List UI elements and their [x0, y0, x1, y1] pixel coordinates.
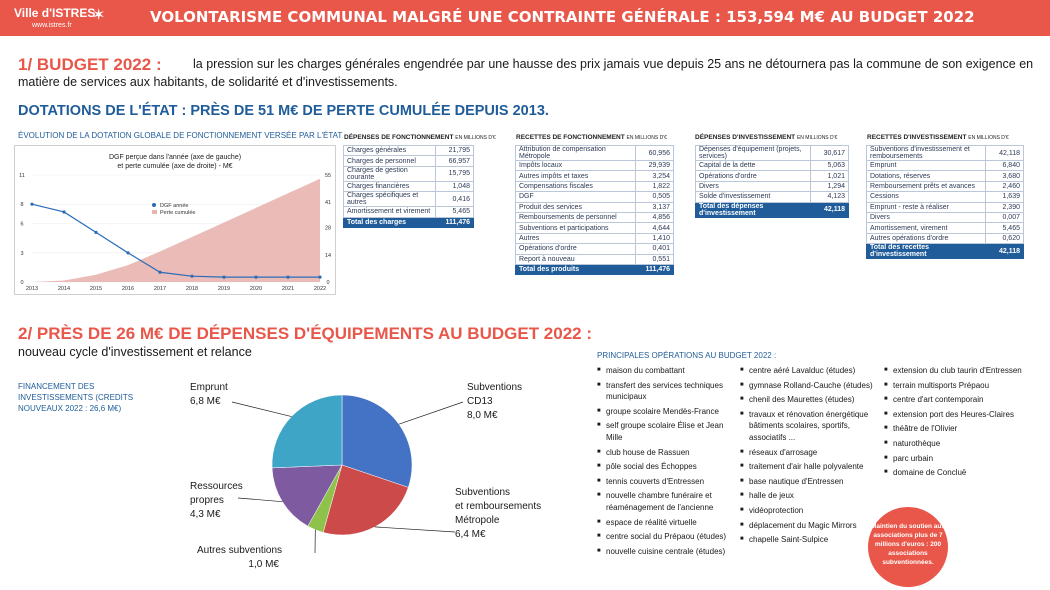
dgf-point	[62, 210, 65, 213]
table-fonct-rec-title: RECETTES DE FONCTIONNEMENT EN MILLIONS D'€	[516, 134, 667, 141]
table-invest-rec-title: RECETTES D'INVESTISSEMENT EN MILLIONS D'€	[867, 134, 1009, 141]
table-row	[344, 156, 474, 166]
dgf-point	[94, 231, 97, 234]
x-tick-label: 2018	[185, 286, 199, 292]
right-tick-label: 14	[324, 252, 332, 259]
row-label: Compensations fiscales	[516, 181, 636, 191]
x-tick-label: 2022	[313, 286, 327, 292]
operation-item: ■ transfert des services techniques municipaux	[597, 380, 732, 403]
row-value: 1,822	[636, 181, 674, 191]
operation-item: ■ centre d'art contemporain	[884, 394, 1034, 406]
row-label: Dépenses d'équipement (projets, services)	[696, 146, 811, 161]
x-tick-label: 2015	[89, 286, 103, 292]
row-label: Report à nouveau	[516, 254, 636, 264]
right-tick-label: 55	[324, 173, 332, 179]
area-perte-cumulee	[32, 179, 320, 282]
row-label: Autres opérations d'ordre	[867, 233, 986, 243]
right-tick-label: 0	[326, 280, 330, 286]
total-value: 111,476	[436, 217, 474, 227]
row-value: 3,137	[636, 202, 674, 212]
operation-item: ■ self groupe scolaire Élise et Jean Mille	[597, 420, 732, 443]
operation-item: ■ halle de jeux	[740, 490, 880, 502]
row-value: 0,416	[436, 192, 474, 207]
pie-leader-line	[232, 402, 291, 417]
table-row	[344, 146, 474, 156]
table-row	[516, 223, 674, 233]
banner-title: VOLONTARISME COMMUNAL MALGRÉ UNE CONTRAINTE GÉNÉRALE : 153,594 M€ AU BUDGET 2022	[150, 8, 975, 26]
table-row	[516, 244, 674, 254]
operation-item: ■ réseaux d'arrosage	[740, 447, 880, 459]
table-fonct-rec	[515, 145, 674, 275]
legend-perte: Perte cumulée	[160, 210, 196, 216]
table-row	[516, 171, 674, 181]
table-row	[867, 212, 1024, 222]
logo-text: Ville d'ISTRES	[14, 6, 96, 20]
table-row	[867, 192, 1024, 202]
dgf-point	[30, 203, 33, 206]
table-fonct-dep	[343, 145, 474, 228]
row-value: 1,048	[436, 181, 474, 191]
table-row	[867, 146, 1024, 161]
row-label: Divers	[696, 181, 811, 191]
total-label: Total des charges	[344, 217, 436, 227]
operation-item: ■ extension du club taurin d'Entressen	[884, 365, 1034, 377]
operation-item: ■ tennis couverts d'Entressen	[597, 476, 732, 488]
operation-item: ■ extension port des Heures-Claires	[884, 409, 1034, 421]
right-tick-label: 28	[324, 225, 332, 232]
pie-label-ressources: Ressources propres 4,3 M€	[190, 481, 243, 520]
operations-list-1	[597, 365, 732, 560]
x-tick-label: 2021	[281, 286, 295, 292]
total-label: Total des recettes d'investissement	[867, 244, 986, 259]
total-label: Total des produits	[516, 264, 636, 274]
star-icon: ✶	[92, 7, 106, 24]
operation-item: ■ espace de réalité virtuelle	[597, 517, 732, 529]
operation-item: ■ gymnase Rolland-Cauche (études)	[740, 380, 880, 392]
row-value: 0,401	[636, 244, 674, 254]
row-label: Opérations d'ordre	[516, 244, 636, 254]
left-tick-label: 3	[20, 250, 24, 257]
row-value: 4,123	[811, 192, 849, 202]
table-invest-dep	[695, 145, 849, 218]
dgf-point	[286, 276, 289, 279]
table-row	[516, 181, 674, 191]
row-value: 60,956	[636, 146, 674, 161]
row-label: Autres impôts et taxes	[516, 171, 636, 181]
section1-title: 1/ BUDGET 2022 :	[18, 55, 162, 74]
row-value: 21,795	[436, 146, 474, 156]
table-row	[516, 146, 674, 161]
total-value: 42,118	[811, 202, 849, 217]
x-tick-label: 2017	[153, 286, 167, 292]
row-label: Emprunt - reste à réaliser	[867, 202, 986, 212]
operation-item: ■ chenil des Maurettes (études)	[740, 394, 880, 406]
pie-label-emprunt: Emprunt 6,8 M€	[190, 382, 228, 407]
pie-leader-line	[375, 527, 455, 532]
row-label: Divers	[867, 212, 986, 222]
row-value: 0,007	[986, 212, 1024, 222]
table-row	[516, 161, 674, 171]
row-value: 66,957	[436, 156, 474, 166]
row-label: Subventions et participations	[516, 223, 636, 233]
logo[interactable]	[14, 4, 104, 32]
table-invest-rec	[866, 145, 1024, 259]
chart-heading: ÉVOLUTION DE LA DOTATION GLOBALE DE FONCTIONNEMENT VERSÉE PAR L'ÉTAT	[18, 131, 343, 140]
row-value: 1,021	[811, 171, 849, 181]
table-row	[867, 233, 1024, 243]
row-value: 1,294	[811, 181, 849, 191]
operation-item: ■ base nautique d'Entressen	[740, 476, 880, 488]
table-row	[867, 161, 1024, 171]
table-row	[696, 146, 849, 161]
row-label: Capital de la dette	[696, 161, 811, 171]
table-total-row	[344, 217, 474, 227]
row-value: 42,118	[986, 146, 1024, 161]
row-value: 0,551	[636, 254, 674, 264]
legend-marker-perte	[152, 210, 157, 214]
pie-leader-line	[238, 498, 282, 502]
x-tick-label: 2020	[249, 286, 263, 292]
operation-item: ■ traitement d'air halle polyvalente	[740, 461, 880, 473]
operation-item: ■ centre aéré Lavalduc (études)	[740, 365, 880, 377]
table-total-row	[867, 244, 1024, 259]
table-row	[344, 207, 474, 217]
operations-title: PRINCIPALES OPÉRATIONS AU BUDGET 2022 :	[597, 351, 777, 360]
row-value: 30,617	[811, 146, 849, 161]
row-label: Impôts locaux	[516, 161, 636, 171]
pie-label-subv-metro: Subventions et remboursements Métropole 6,4 M€	[455, 487, 542, 540]
operation-item: ■ maison du combattant	[597, 365, 732, 377]
operation-item: ■ domaine de Concluë	[884, 467, 1034, 479]
table-fonct-dep-title: DÉPENSES DE FONCTIONNEMENT EN MILLIONS D'€	[344, 134, 496, 141]
pie-leader-line	[399, 402, 463, 424]
left-tick-label: 6	[20, 221, 24, 228]
table-row	[516, 202, 674, 212]
operation-item: ■ nouvelle cuisine centrale (études)	[597, 546, 732, 558]
x-tick-label: 2014	[57, 286, 71, 292]
row-value: 4,644	[636, 223, 674, 233]
section1-intro	[18, 55, 1038, 91]
total-value: 42,118	[986, 244, 1024, 259]
left-tick-label: 0	[20, 280, 24, 286]
operation-item: ■ nouvelle chambre funéraire et réaménagement de l'ancienne	[597, 490, 732, 513]
table-row	[696, 181, 849, 191]
row-label: Autres	[516, 233, 636, 243]
operation-item: ■ déplacement du Magic Mirrors	[740, 520, 880, 532]
operation-item: ■ naturothèque	[884, 438, 1034, 450]
row-value: 2,390	[986, 202, 1024, 212]
left-tick-label: 8	[20, 202, 24, 209]
table-row	[867, 171, 1024, 181]
dgf-chart	[14, 145, 336, 295]
row-label: Subventions d'investissement et remboursements	[867, 146, 986, 161]
table-row	[344, 166, 474, 181]
section2-subtitle: nouveau cycle d'investissement et relance	[18, 345, 252, 359]
row-label: Attribution de compensation Métropole	[516, 146, 636, 161]
left-tick-label: 11	[19, 173, 25, 179]
table-row	[516, 254, 674, 264]
operation-item: ■ groupe scolaire Mendès-France	[597, 406, 732, 418]
row-label: Emprunt	[867, 161, 986, 171]
operation-item: ■ travaux et rénovation énergétique bâtiments scolaires, sportifs, associatifs ...	[740, 409, 880, 444]
row-value: 2,460	[986, 181, 1024, 191]
row-value: 5,465	[436, 207, 474, 217]
pie-slice	[272, 395, 342, 468]
table-row	[516, 192, 674, 202]
operation-item: ■ centre social du Prépaou (études)	[597, 531, 732, 543]
row-value: 0,620	[986, 233, 1024, 243]
row-value: 15,795	[436, 166, 474, 181]
row-label: Remboursement prêts et avances	[867, 181, 986, 191]
total-value: 111,476	[636, 264, 674, 274]
table-row	[696, 161, 849, 171]
associations-badge: Maintien du soutien aux associations plus de 7 millions d'euros : 200 associations subventionnées.	[868, 507, 948, 587]
row-value: 4,856	[636, 212, 674, 222]
header-bar	[0, 0, 1050, 36]
chart-title-line2: et perte cumulée (axe de droite) - M€	[117, 163, 233, 170]
row-label: Charges de personnel	[344, 156, 436, 166]
row-label: Cessions	[867, 192, 986, 202]
pie-label-subv-cd13: Subventions CD13 8,0 M€	[467, 382, 523, 421]
table-row	[867, 223, 1024, 233]
row-label: Charges financières	[344, 181, 436, 191]
table-invest-dep-title: DÉPENSES D'INVESTISSEMENT EN MILLIONS D'€	[695, 134, 838, 141]
row-value: 1,410	[636, 233, 674, 243]
x-tick-label: 2016	[121, 286, 135, 292]
operations-list-2	[740, 365, 880, 549]
dgf-point	[190, 275, 193, 278]
row-label: Dotations, réserves	[867, 171, 986, 181]
row-value: 1,639	[986, 192, 1024, 202]
table-row	[516, 233, 674, 243]
operation-item: ■ pôle social des Échoppes	[597, 461, 732, 473]
legend-dgf: DGF année	[160, 203, 189, 209]
operation-item: ■ théâtre de l'Olivier	[884, 423, 1034, 435]
table-row	[696, 192, 849, 202]
financement-title: FINANCEMENT DES INVESTISSEMENTS (CREDITS NOUVEAUX 2022 : 26,6 M€)	[18, 382, 134, 413]
dgf-point	[318, 276, 321, 279]
operation-item: ■ parc urbain	[884, 453, 1034, 465]
chart-title-line1: DGF perçue dans l'année (axe de gauche)	[108, 154, 242, 161]
row-label: Amortissement et virement	[344, 207, 436, 217]
dgf-point	[158, 271, 161, 274]
row-value: 0,505	[636, 192, 674, 202]
dgf-point	[222, 276, 225, 279]
row-value: 5,063	[811, 161, 849, 171]
x-tick-label: 2013	[25, 286, 39, 292]
legend-marker-dgf	[152, 203, 156, 207]
row-value: 3,680	[986, 171, 1024, 181]
operations-list-3	[884, 365, 1034, 482]
dgf-point	[254, 276, 257, 279]
pie-label-autres: Autres subventions 1,0 M€	[197, 545, 283, 570]
row-value: 6,840	[986, 161, 1024, 171]
dgf-point	[126, 251, 129, 254]
operation-item: ■ club house de Rassuen	[597, 447, 732, 459]
logo-url: www.istres.fr	[32, 22, 72, 29]
row-value: 29,939	[636, 161, 674, 171]
row-label: Remboursements de personnel	[516, 212, 636, 222]
total-label: Total des dépenses d'investissement	[696, 202, 811, 217]
table-row	[516, 212, 674, 222]
table-row	[344, 192, 474, 207]
row-label: Charges de gestion courante	[344, 166, 436, 181]
table-row	[867, 181, 1024, 191]
section2-title: 2/ PRÈS DE 26 M€ DE DÉPENSES D'ÉQUIPEMENTS AU BUDGET 2022 :	[18, 324, 593, 343]
table-row	[867, 202, 1024, 212]
operation-item: ■ vidéoprotection	[740, 505, 880, 517]
operation-item: ■ terrain multisports Prépaou	[884, 380, 1034, 392]
section1-intro-text: la pression sur les charges générales engendrée par une hausse des prix jamais vue depuis 25 ans ne détournera pas la commune de son exigence en matière de services aux habitants, de solidarité et d'investissements.	[18, 57, 1034, 89]
row-label: Amortissement, virement	[867, 223, 986, 233]
row-value: 5,465	[986, 223, 1024, 233]
row-label: Charges générales	[344, 146, 436, 156]
row-label: DGF	[516, 192, 636, 202]
section1-subtitle: DOTATIONS DE L'ÉTAT : PRÈS DE 51 M€ DE PERTE CUMULÉE DEPUIS 2013.	[18, 103, 549, 119]
table-total-row	[696, 202, 849, 217]
table-total-row	[516, 264, 674, 274]
x-tick-label: 2019	[217, 286, 231, 292]
table-row	[696, 171, 849, 181]
row-label: Charges spécifiques et autres	[344, 192, 436, 207]
table-row	[344, 181, 474, 191]
operation-item: ■ chapelle Saint-Sulpice	[740, 534, 880, 546]
row-label: Produit des services	[516, 202, 636, 212]
row-value: 3,254	[636, 171, 674, 181]
row-label: Solde d'investissement	[696, 192, 811, 202]
row-label: Opérations d'ordre	[696, 171, 811, 181]
right-tick-label: 41	[324, 200, 332, 207]
